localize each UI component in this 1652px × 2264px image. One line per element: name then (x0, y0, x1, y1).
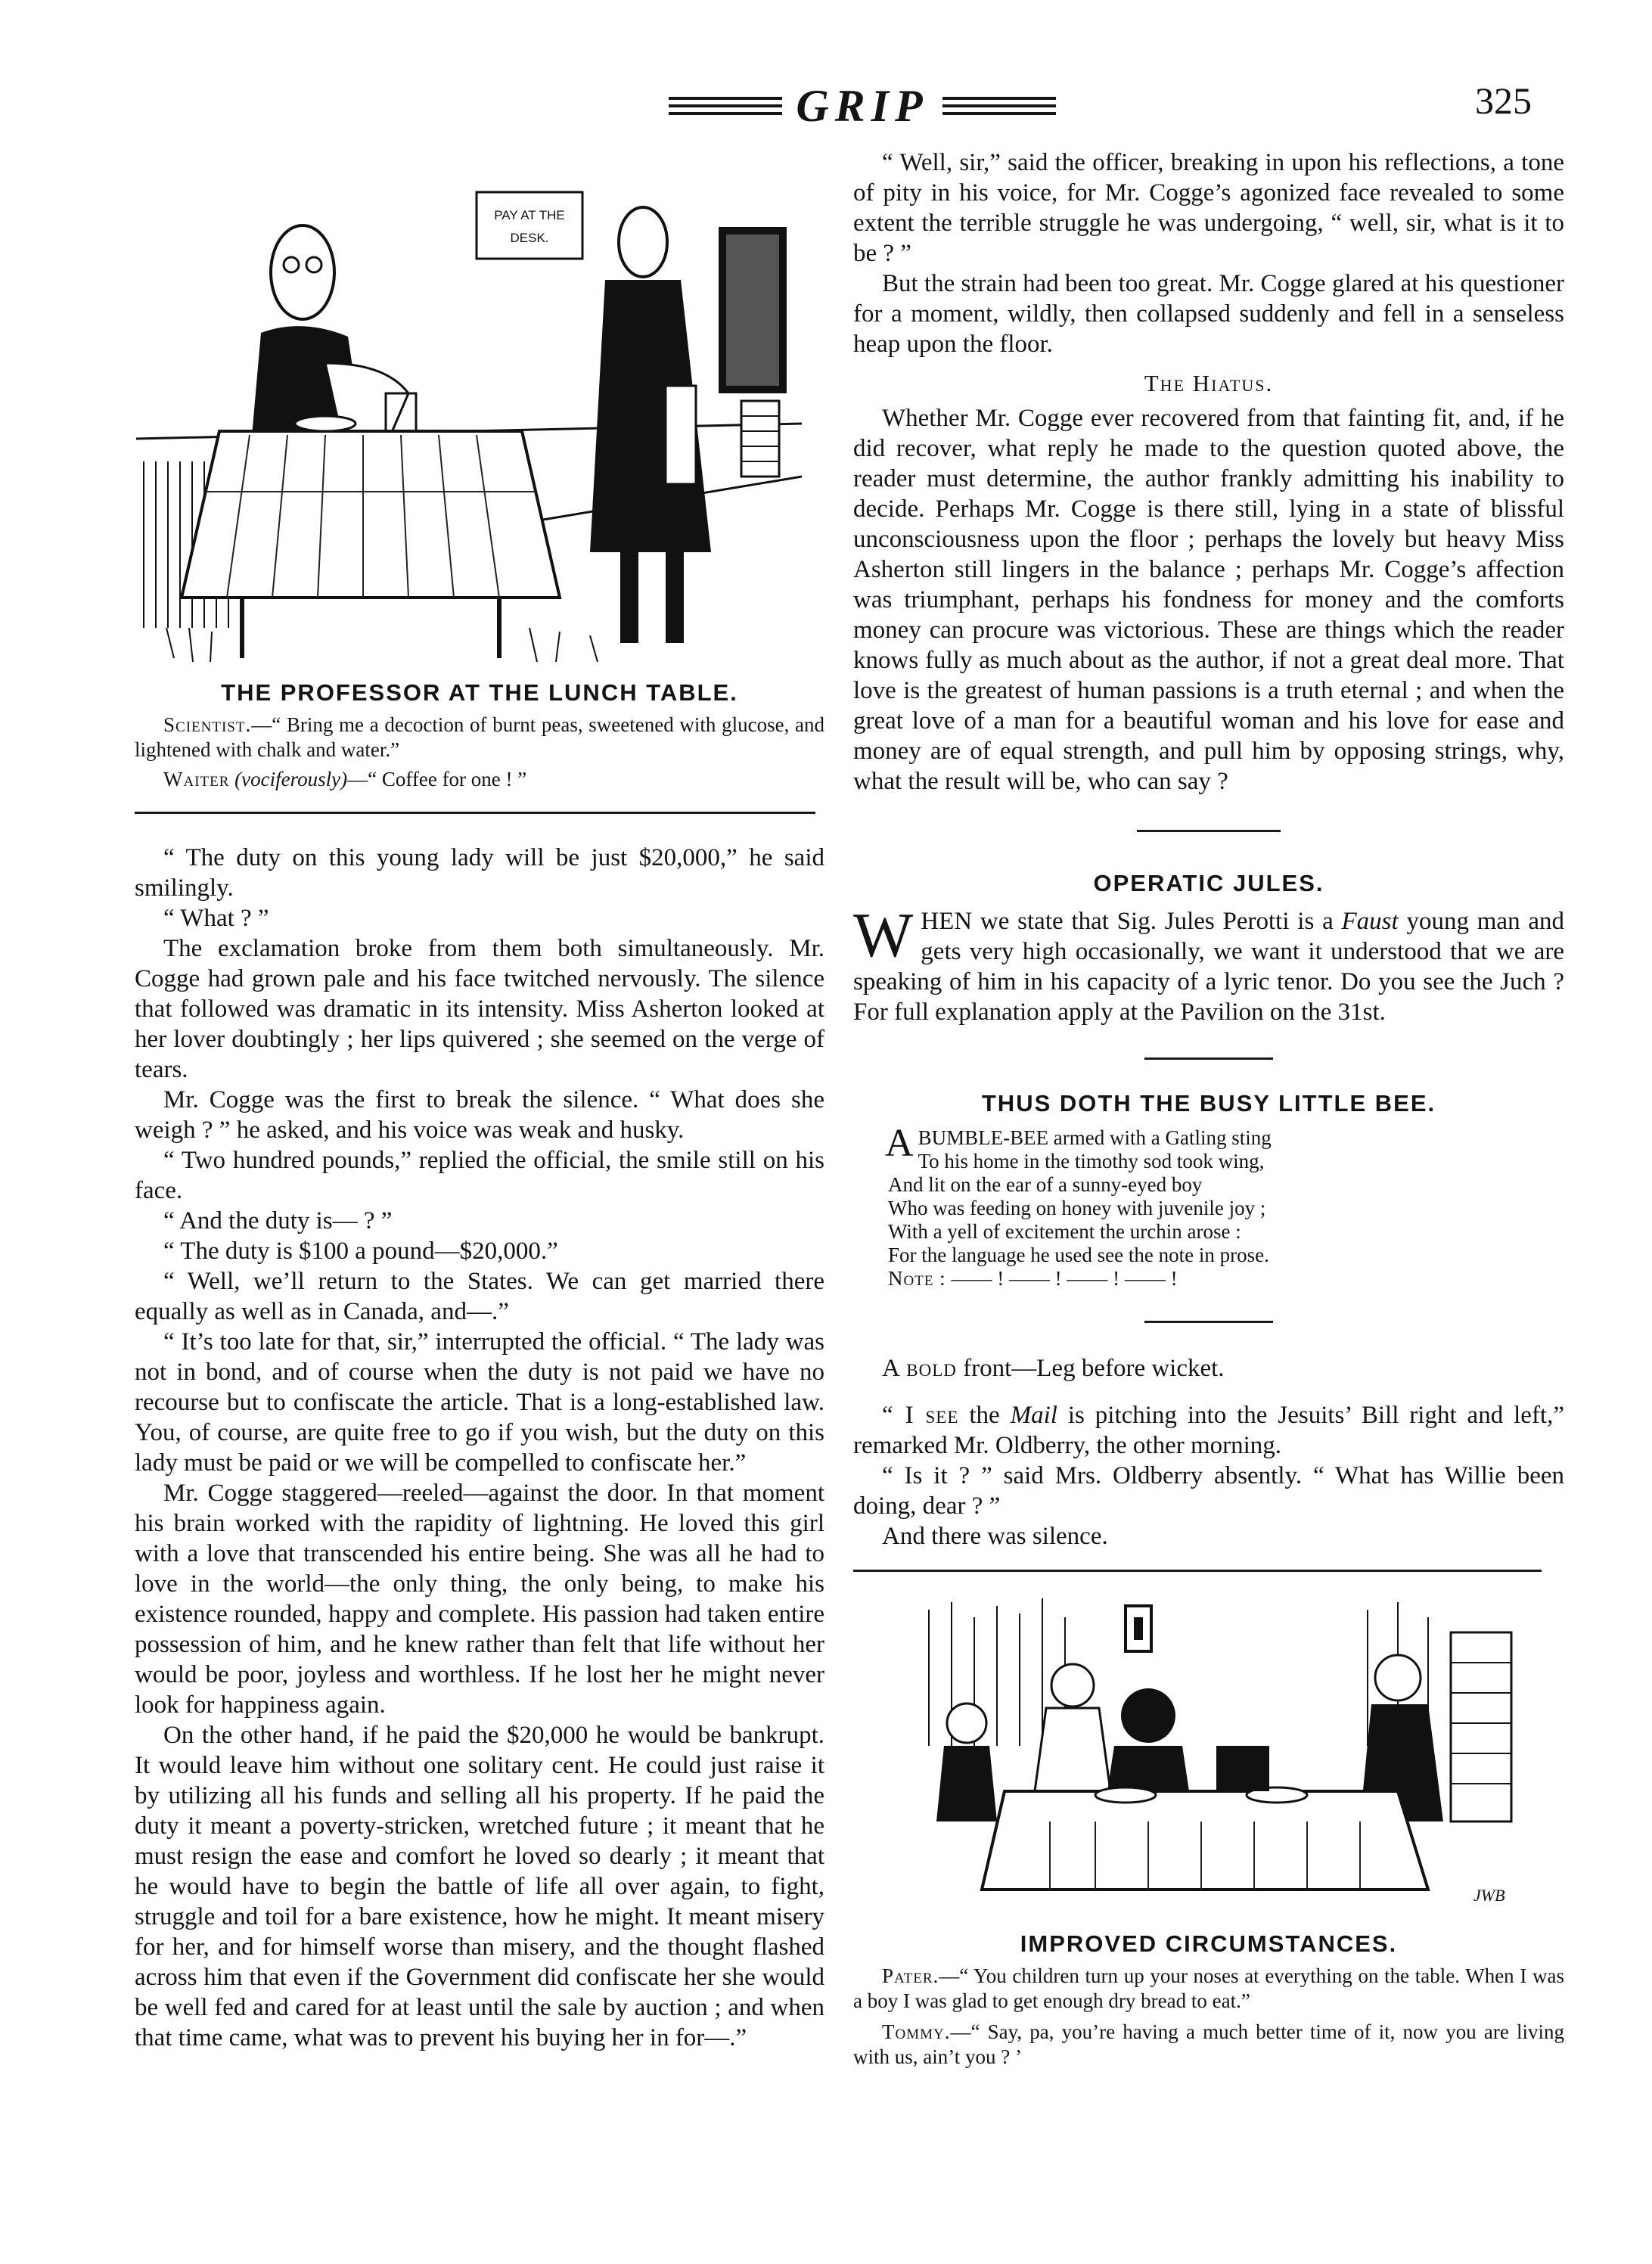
right-column (853, 148, 1564, 2250)
cartoon1-speaker-2: Waiter (163, 768, 230, 790)
cartoon1-title: THE PROFESSOR AT THE LUNCH TABLE. (221, 679, 738, 706)
cartoon2-title: IMPROVED CIRCUMSTANCES. (1020, 1930, 1398, 1957)
story-paragraph: “ What ? ” (163, 905, 269, 932)
section-divider (1137, 830, 1281, 832)
story-paragraph: The exclamation broke from them both simultaneously. Mr. Cogge had grown pale and his face twitched nervously. The silence that followed was dramatic in its intensity. Miss Asherton looked at her lover doubtingly ; her lips quivered ; she seemed on the verge of tears. (135, 935, 824, 1083)
story-paragraph: “ The duty on this young lady will be just $20,000,” he said smilingly. (135, 844, 824, 902)
masthead-title: GRIP (796, 81, 929, 131)
short-jokes (853, 1353, 1564, 1551)
waiter-figure (590, 207, 711, 643)
sign-line-2: DESK. (510, 231, 549, 245)
cartoon2-speaker-2: Tommy. (882, 2020, 951, 2043)
cartoon1-speaker-1: Scientist. (163, 713, 252, 736)
story-paragraph: “ Two hundred pounds,” replied the official, the smile still on his face. (135, 1147, 824, 1204)
joke-mail: “ I see the Mail is pitching into the Jesuits’ Bill right and left,” remarked Mr. Oldberry, the other morning. (853, 1402, 1564, 1459)
cartoon2-speaker-1: Pater. (882, 1964, 939, 1987)
story-paragraph: “ It’s too late for that, sir,” interrupted the official. “ The lady was not in bond, and of course when the duty is not paid we have no recourse but to confiscate the article. That is a long-established law. You, of course, are quite free to go if you wish, but the duty on this lady must be paid or we will be compelled to confiscate her.” (135, 1328, 824, 1477)
sign-line-1: PAY AT THE (494, 208, 565, 222)
story-paragraph: Mr. Cogge staggered—reeled—against the door. In that moment his brain worked with the rapidity of lightning. He loved this girl with a love that transcended his entire being. She was all he had to love in the world—the only thing, the only being, to make his existence rounded, happy and complete. His passion had taken entire possession of him, and he knew rather than felt that life without her would be poor, joyless and worthless. If he lost her he might never look for happiness again. (135, 1480, 824, 1719)
story-text (135, 843, 824, 2053)
joke-oldberry: “ Is it ? ” said Mrs. Oldberry absently. “ What has Willie been doing, dear ? ” (853, 1462, 1564, 1520)
poem-dropcap: A (885, 1122, 914, 1165)
cartoon-professor-lunch-table (136, 174, 802, 666)
cartoon-improved-circumstances (899, 1595, 1519, 1912)
cartoon1-dialogue-1 (135, 713, 824, 762)
masthead-right-rules (942, 97, 1056, 115)
hiatus-heading: The Hiatus. (1144, 370, 1274, 396)
artist-signature: JWB (1473, 1886, 1505, 1905)
poem-line: Who was feeding on honey with juvenile joy ; (888, 1197, 1266, 1219)
cartoon2-line-2: —“ Say, pa, you’re having a much better time of it, now you are living with us, ain’t you ? ’ (853, 2020, 1564, 2068)
operatic-jules-heading: OPERATIC JULES. (1093, 870, 1324, 896)
cartoon-family-dinner-illustration (899, 1595, 1519, 1912)
cup-stack (741, 401, 779, 477)
cartoon1-dialogue-2 (135, 767, 824, 792)
operatic-text-before: HEN we state that Sig. Jules Perotti is a (921, 908, 1342, 935)
operatic-dropcap: W (853, 900, 914, 971)
poem-line: A BUMBLE-BEE armed with a Gatling sting (885, 1122, 1272, 1165)
cartoon1-line-1: —“ Bring me a decoction of burnt peas, sweetened with glucose, and lightened with chalk and water.” (135, 713, 824, 761)
cartoon2-dialogue-1 (853, 1964, 1564, 2014)
hiatus-section (853, 403, 1564, 797)
section-divider (1144, 1321, 1273, 1323)
story-paragraph: “ The duty is $100 a pound—$20,000.” (163, 1238, 558, 1265)
poem-line: With a yell of excitement the urchin arose : (888, 1220, 1241, 1243)
pay-at-desk-sign (477, 192, 582, 259)
masthead-left-rules (669, 97, 782, 115)
hiatus-paragraph: Whether Mr. Cogge ever recovered from that fainting fit, and, if he did recover, what reply he made to the question quoted above, the reader must determine, the author frankly admitting his inability to decide. Perhaps Mr. Cogge is there still, lying in a state of blissful unconsciousness upon the floor ; perhaps the lovely but heavy Miss Asherton still lingers in the balance ; perhaps Mr. Cogge’s affection was triumphant, perhaps his fondness for money and the comforts money can procure was victorious. These are things which the reader knows fully as much about as the author, if not a great deal more. That love is the greatest of human passions is a truth eternal ; and when the great love of a man for a beautiful woman and his love for ease and money are of equal strength, and pull him by opposing strings, why, what the result will be, who can say ? (853, 405, 1564, 795)
operatic-text-after: young man and gets very high occasionally, we want it understood that we are speaking of him in his capacity of a lyric tenor. Do you see the Juch ? For full explanation apply at the Pavilion on the 31st. (853, 908, 1564, 1026)
section-divider (1144, 1057, 1273, 1060)
window-shape (1451, 1632, 1511, 1821)
cartoon2-separator (853, 1570, 1542, 1572)
busy-bee-poem (885, 1122, 1564, 1290)
lunch-table (182, 393, 560, 658)
masthead (605, 76, 1119, 136)
cartoon1-line-2: —“ Coffee for one ! ” (347, 768, 527, 790)
story-continued-paragraph: “ Well, sir,” said the officer, breaking in upon his reflections, a tone of pity in his voice, for Mr. Cogge’s agonized face revealed to some extent the terrible struggle he was undergoing, “ well, sir, what is it to be ? ” (853, 149, 1564, 267)
joke-bold-front: A bold front—Leg before wicket. (882, 1355, 1225, 1382)
story-paragraph: Mr. Cogge was the first to break the silence. “ What does she weigh ? ” he asked, and his voice was weak and husky. (135, 1086, 824, 1144)
note-label: Note : (888, 1267, 946, 1290)
operatic-faust: Faust (1341, 908, 1399, 935)
poem-line: To his home in the timothy sod took wing, (918, 1150, 1265, 1172)
cartoon1-separator (135, 812, 815, 814)
story-paragraph: “ And the duty is— ? ” (163, 1207, 393, 1234)
page-number: 325 (1475, 79, 1532, 122)
story-continued-paragraph: But the strain had been too great. Mr. Cogge glared at his questioner for a moment, wildly, then collapsed suddenly and fell in a senseless heap upon the floor. (853, 270, 1564, 358)
poem-line: And lit on the ear of a sunny-eyed boy (888, 1173, 1203, 1196)
story-continued (853, 148, 1564, 359)
cartoon2-line-1: —“ You children turn up your noses at everything on the table. When I was a boy I was glad to get enough dry bread to eat.” (853, 1964, 1564, 2012)
left-column (135, 159, 824, 2247)
note-text: —— ! —— ! —— ! —— ! (946, 1267, 1178, 1290)
operatic-jules-text (853, 900, 1564, 1027)
poem-line: For the language he used see the note in prose. (888, 1244, 1269, 1266)
story-paragraph: “ Well, we’ll return to the States. We can get married there equally as well as in Canada, and—.” (135, 1268, 824, 1325)
cartoon1-stage-direction: (vociferously) (229, 768, 348, 790)
poem-note (888, 1267, 1564, 1290)
cartoon-professor-illustration (136, 174, 802, 666)
joke-silence: And there was silence. (882, 1523, 1108, 1550)
story-paragraph: On the other hand, if he paid the $20,000 he would be bankrupt. It would leave him without one solitary cent. He could just raise it by utilizing all his funds and selling all his property. If he paid the duty it meant a poverty-stricken, wretched future ; it meant that he must resign the ease and comfort he loved so dearly ; it meant that he would have to begin the battle of life all over again, to fight, struggle and toil for a bare existence, how he might. It meant misery for her, and for himself worse than misery, and the thought flashed across him that even if the Government did confiscate her she would be well fed and cared for at least until the sale by auction ; and when that time came, what was to prevent his buying her in for—.” (135, 1722, 824, 2051)
busy-bee-heading: THUS DOTH THE BUSY LITTLE BEE. (981, 1090, 1436, 1116)
cartoon2-dialogue-2 (853, 2020, 1564, 2070)
